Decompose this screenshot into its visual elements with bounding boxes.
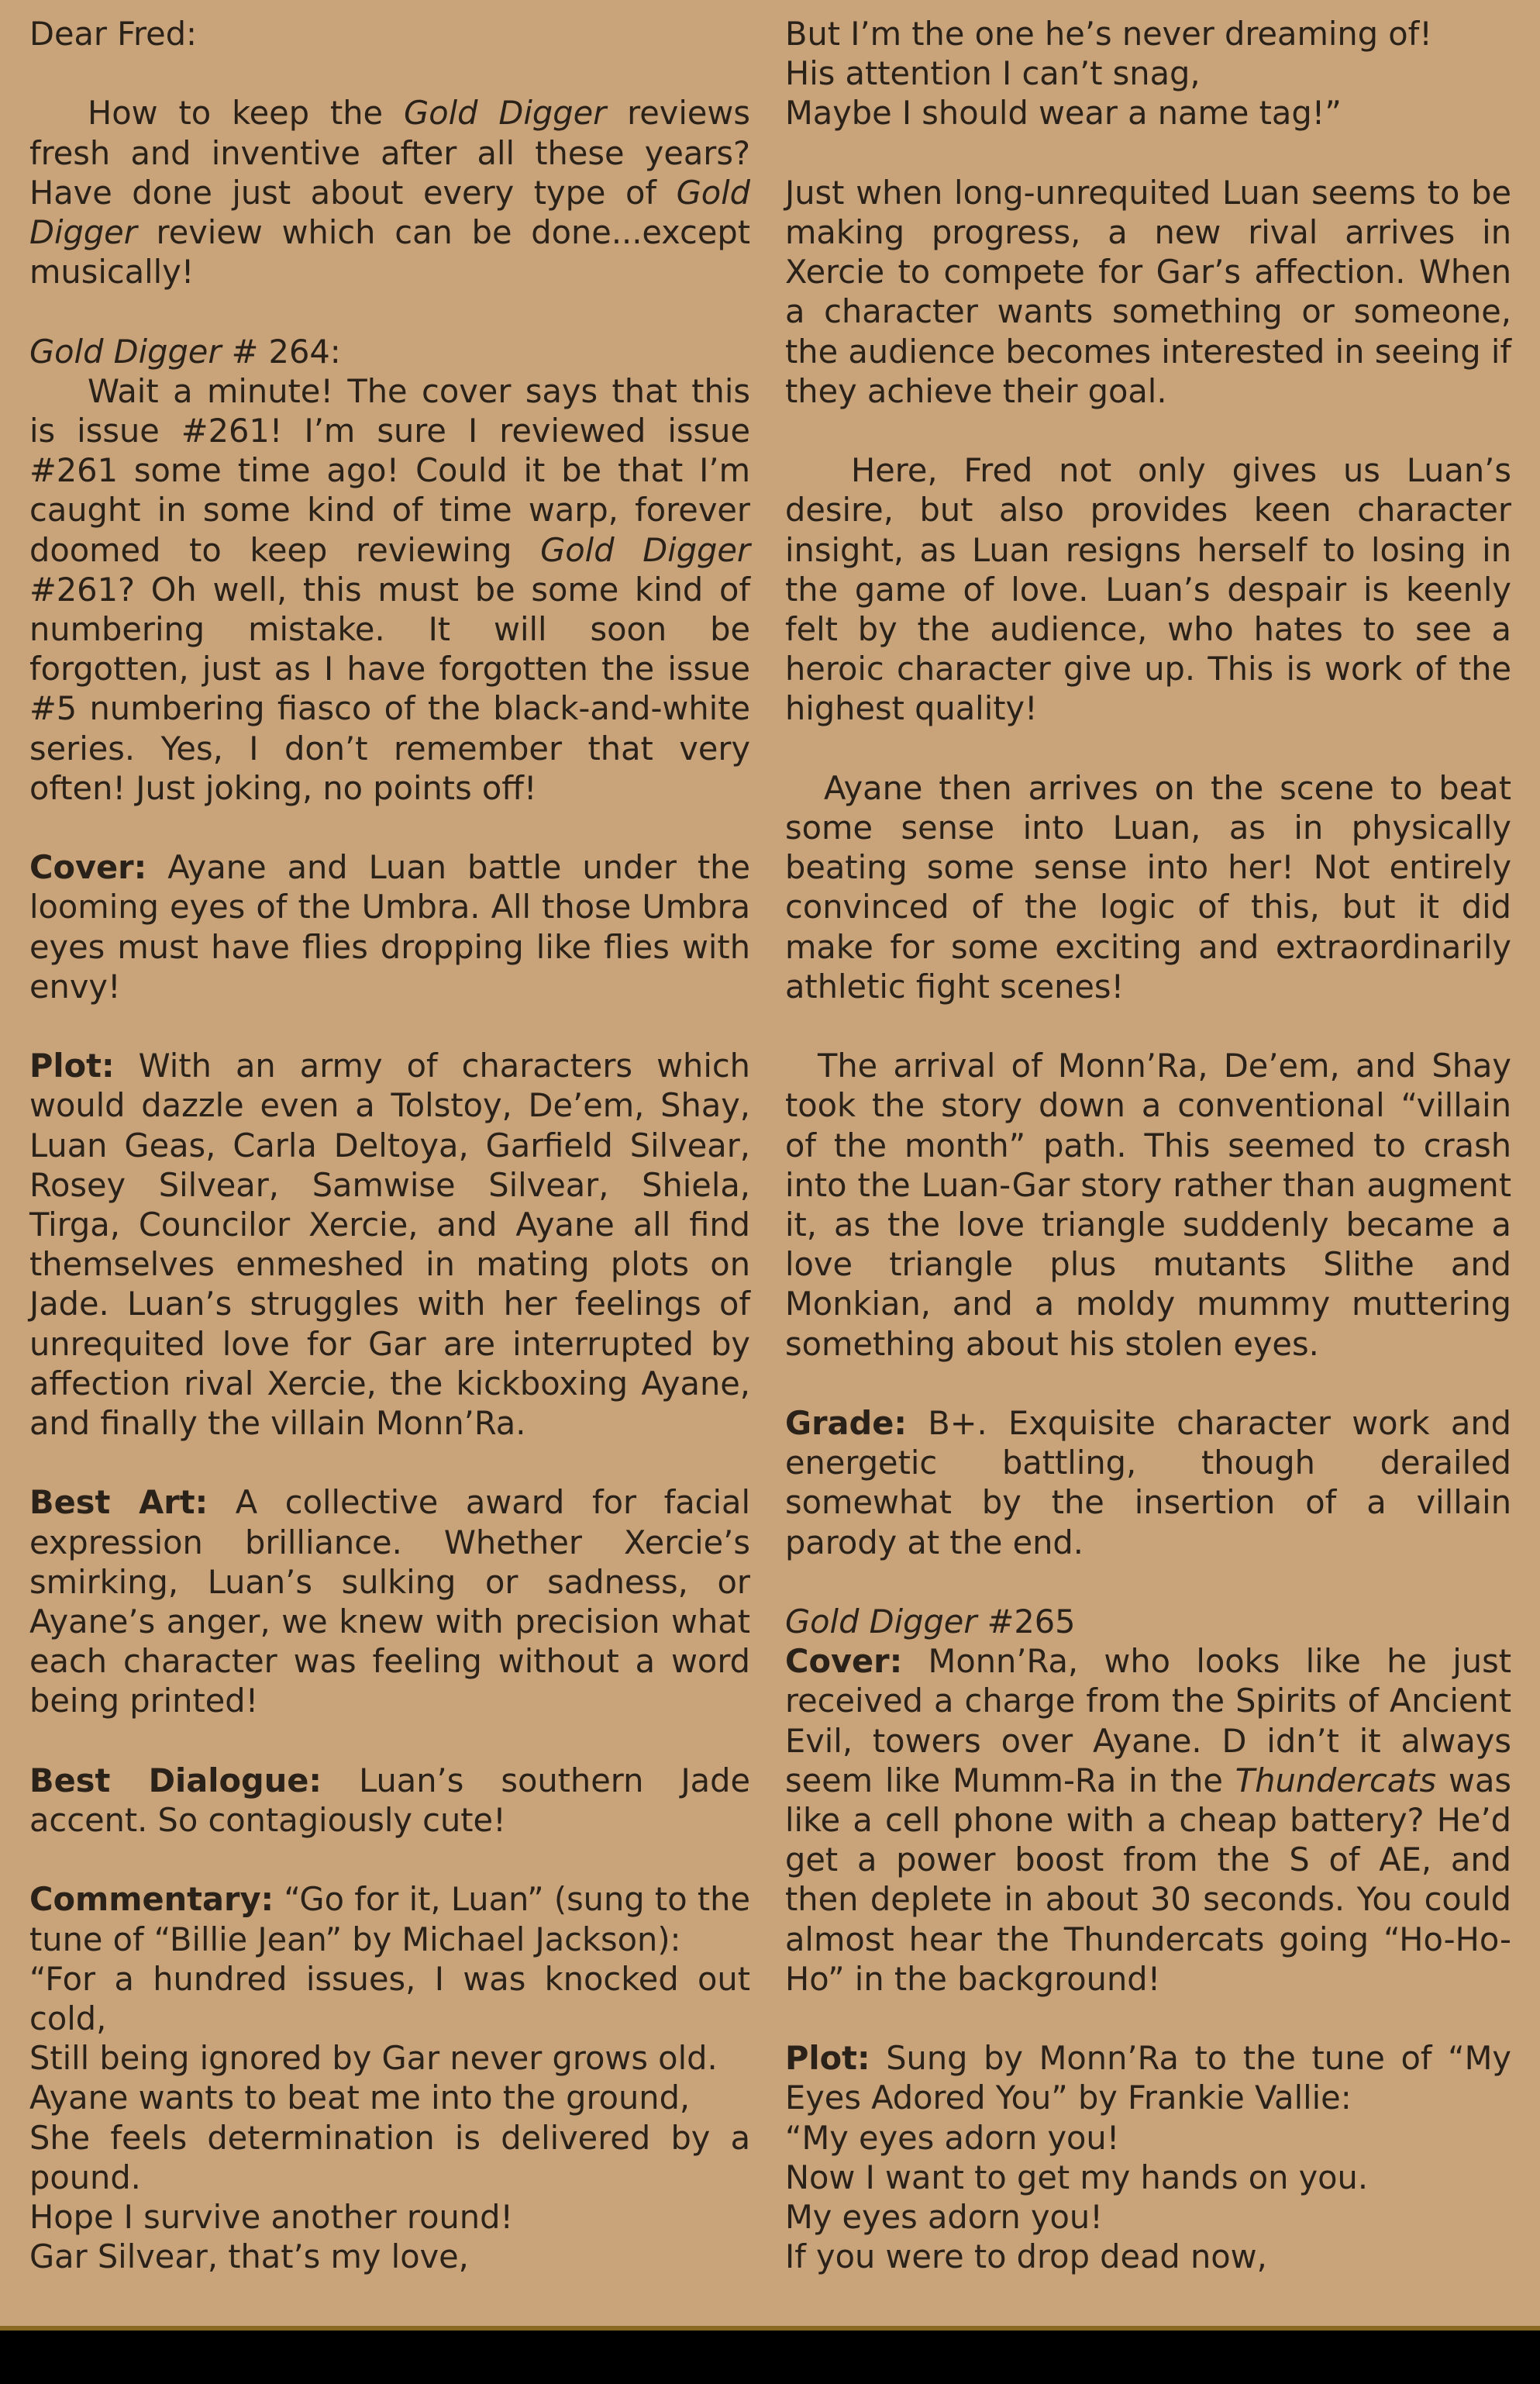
left-column <box>29 14 750 2276</box>
song-line: “My eyes adorn you! <box>785 2118 1120 2157</box>
footer-bar <box>0 2331 1540 2384</box>
song-line: Still being ignored by Gar never grows old. <box>29 2039 718 2078</box>
best-dialogue-paragraph: Best Dialogue: Luan’s southern Jade accent. So contagiously cute! <box>29 1761 750 1840</box>
best-art-paragraph: Best Art: A collective award for facial expression brilliance. Whether Xercie’s smirking, Luan’s sulking or sadness, or Ayane’s anger, we knew with precision what each character was feeling without a word being printed! <box>29 1483 750 1720</box>
plot-265-paragraph: Plot: Sung by Monn’Ra to the tune of “My Eyes Adored You” by Frankie Vallie: <box>785 2039 1511 2117</box>
song-line: Gar Silvear, that’s my love, <box>29 2237 469 2276</box>
villain-paragraph: The arrival of Monn’Ra, De’em, and Shay took the story down a conventional “villain of the month” path. This seemed to crash into the Luan-Gar story rather than augment it, as the love triangle suddenly became a love triangle plus mutants Slithe and Monkian, and a moldy mummy muttering something about his stolen eyes. <box>785 1047 1511 1363</box>
grade-paragraph: Grade: B+. Exquisite character work and energetic battling, though derailed somewhat by the insertion of a villain parody at the end. <box>785 1404 1511 1561</box>
song-line: Ayane wants to beat me into the ground, <box>29 2079 691 2117</box>
song-line: “For a hundred issues, I was knocked out cold, <box>29 1959 750 2038</box>
right-column <box>785 14 1511 2276</box>
plot-264-paragraph: Plot: With an army of characters which would dazzle even a Tolstoy, De’em, Shay, Luan Geas, Carla Deltoya, Garfield Silvear, Rosey Silvear, Samwise Silvear, Shiela, Tirga, Councilor Xercie, and Ayane all find themselves enmeshed in mating plots on Jade. Luan’s struggles with her feelings of unrequited love for Gar are interrupted by affection rival Xercie, the kickboxing Ayane, and finally the villain Monn’Ra. <box>29 1047 750 1443</box>
issue-264-heading: Gold Digger # 264: <box>29 332 341 371</box>
cover-265-paragraph: Cover: Monn’Ra, who looks like he just received a charge from the Spirits of Ancient Evil, towers over Ayane. D idn’t it always seem like Mumm-Ra in the Thundercats was like a cell phone with a cheap battery? He’d get a power boost from the S of AE, and then deplete in about 30 seconds. You could almost hear the Thundercats going “Ho-Ho-Ho” in the background! <box>785 1642 1511 1998</box>
song-line: Hope I survive another round! <box>29 2198 514 2237</box>
song-line: My eyes adorn you! <box>785 2198 1103 2237</box>
issue-265-heading: Gold Digger #265 <box>785 1603 1076 1641</box>
commentary-paragraph: Commentary: “Go for it, Luan” (sung to the tune of “Billie Jean” by Michael Jackson): <box>29 1880 750 1958</box>
song-line: If you were to drop dead now, <box>785 2237 1267 2276</box>
song-line: Now I want to get my hands on you. <box>785 2158 1369 2196</box>
song-line: His attention I can’t snag, <box>785 54 1201 93</box>
rival-paragraph: Just when long-unrequited Luan seems to be making progress, a new rival arrives in Xercie to compete for Gar’s affection. When a character wants something or someone, the audience becomes interested in seeing if they achieve their goal. <box>785 173 1511 410</box>
cover-264-paragraph: Cover: Ayane and Luan battle under the looming eyes of the Umbra. All those Umbra eyes must have flies dropping like flies with envy! <box>29 848 750 1006</box>
song-line: She feels determination is delivered by a pound. <box>29 2118 750 2196</box>
time-warp-paragraph: Wait a minute! The cover says that this is issue #261! I’m sure I reviewed issue #261 some time ago! Could it be that I’m caught in some kind of time warp, forever doomed to keep reviewing Gold Digger #261? Oh well, this must be some kind of numbering mistake. It will soon be forgotten, just as I have forgotten the issue #5 numbering fiasco of the black-and-white series. Yes, I don’t remember that very often! Just joking, no points off! <box>29 371 750 807</box>
desire-paragraph: Here, Fred not only gives us Luan’s desire, but also provides keen character insight, as Luan resigns herself to losing in the game of love. Luan’s despair is keenly felt by the audience, who hates to see a heroic character give up. This is work of the highest quality! <box>785 451 1511 728</box>
song-line: Maybe I should wear a name tag!” <box>785 94 1342 133</box>
intro-paragraph: How to keep the Gold Digger reviews fresh and inventive after all these years? Have done just about every type of Gold Digger review which can be done...except musically! <box>29 94 750 292</box>
song-line: But I’m the one he’s never dreaming of! <box>785 15 1432 53</box>
ayane-paragraph: Ayane then arrives on the scene to beat some sense into Luan, as in physically beating some sense into her! Not entirely convinced of the logic of this, but it did make for some exciting and extraordinarily athletic fight scenes! <box>785 768 1511 1006</box>
salutation: Dear Fred: <box>29 15 198 53</box>
